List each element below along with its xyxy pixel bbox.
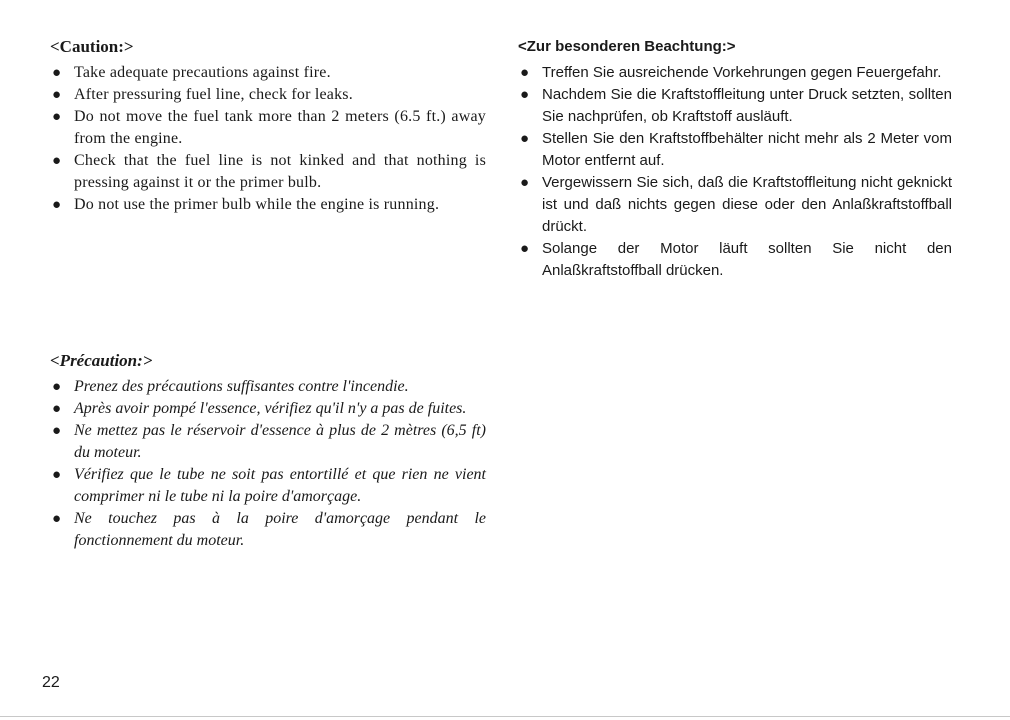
bullet-icon: ● — [52, 423, 62, 439]
list-item — [518, 172, 952, 238]
list-item — [518, 62, 952, 84]
caution-list-german — [518, 62, 952, 282]
bullet-icon: ● — [520, 240, 530, 257]
list-item-text: Take adequate precautions against fire. — [74, 64, 331, 81]
list-item-text: Treffen Sie ausreichende Vorkehrungen gegen Feuergefahr. — [542, 64, 942, 81]
list-item-text: Check that the fuel line is not kinked and that nothing is pressing against it or the primer bulb. — [74, 152, 486, 191]
list-item-text: Vérifiez que le tube ne soit pas entortillé et que rien ne vient comprimer ni le tube ni la poire d'amorçage. — [74, 466, 486, 505]
caution-section-german — [518, 36, 952, 282]
list-item-text: Ne touchez pas à la poire d'amorçage pendant le fonctionnement du moteur. — [74, 510, 486, 549]
list-item — [518, 128, 952, 172]
bullet-icon: ● — [520, 174, 530, 191]
caution-heading-german: <Zur besonderen Beachtung:> — [518, 38, 736, 55]
list-item — [50, 420, 486, 464]
caution-list-french — [50, 376, 486, 552]
bullet-icon: ● — [52, 153, 62, 169]
list-item-text: After pressuring fuel line, check for leaks. — [74, 86, 353, 103]
list-item-text: Prenez des précautions suffisantes contre l'incendie. — [74, 378, 409, 395]
list-item — [50, 464, 486, 508]
list-item-text: Vergewissern Sie sich, daß die Kraftstoffleitung nicht geknickt ist und daß nichts gegen diese oder den Anlaßkraftstoffball drückt. — [542, 174, 952, 235]
list-item — [50, 84, 486, 106]
bullet-icon: ● — [52, 511, 62, 527]
list-item — [50, 106, 486, 150]
list-item — [50, 398, 486, 420]
caution-list-english — [50, 62, 486, 216]
bullet-icon: ● — [520, 86, 530, 103]
bullet-icon: ● — [52, 467, 62, 483]
list-item-text: Solange der Motor läuft sollten Sie nicht den Anlaßkraftstoffball drücken. — [542, 240, 952, 279]
list-item — [50, 62, 486, 84]
list-item — [50, 150, 486, 194]
bullet-icon: ● — [52, 197, 62, 213]
caution-heading-french: <Précaution:> — [50, 351, 153, 370]
list-item-text: Stellen Sie den Kraftstoffbehälter nicht mehr als 2 Meter vom Motor entfernt auf. — [542, 130, 952, 169]
list-item — [518, 238, 952, 282]
list-item — [518, 84, 952, 128]
bullet-icon: ● — [52, 87, 62, 103]
caution-section-french — [50, 350, 486, 552]
caution-section-english — [50, 36, 486, 216]
page-bottom-divider — [0, 716, 1010, 717]
list-item — [50, 376, 486, 398]
caution-heading-english: <Caution:> — [50, 37, 134, 56]
list-item-text: Ne mettez pas le réservoir d'essence à plus de 2 mètres (6,5 ft) du moteur. — [74, 422, 486, 461]
bullet-icon: ● — [520, 130, 530, 147]
list-item-text: Après avoir pompé l'essence, vérifiez qu'il n'y a pas de fuites. — [74, 400, 467, 417]
page-number: 22 — [42, 674, 60, 691]
bullet-icon: ● — [52, 379, 62, 395]
bullet-icon: ● — [52, 401, 62, 417]
list-item-text: Do not move the fuel tank more than 2 meters (6.5 ft.) away from the engine. — [74, 108, 486, 147]
list-item — [50, 508, 486, 552]
bullet-icon: ● — [52, 109, 62, 125]
list-item — [50, 194, 486, 216]
list-item-text: Do not use the primer bulb while the engine is running. — [74, 196, 440, 213]
list-item-text: Nachdem Sie die Kraftstoffleitung unter Druck setzten, sollten Sie nachprüfen, ob Kraftstoff ausläuft. — [542, 86, 952, 125]
bullet-icon: ● — [52, 65, 62, 81]
bullet-icon: ● — [520, 64, 530, 81]
